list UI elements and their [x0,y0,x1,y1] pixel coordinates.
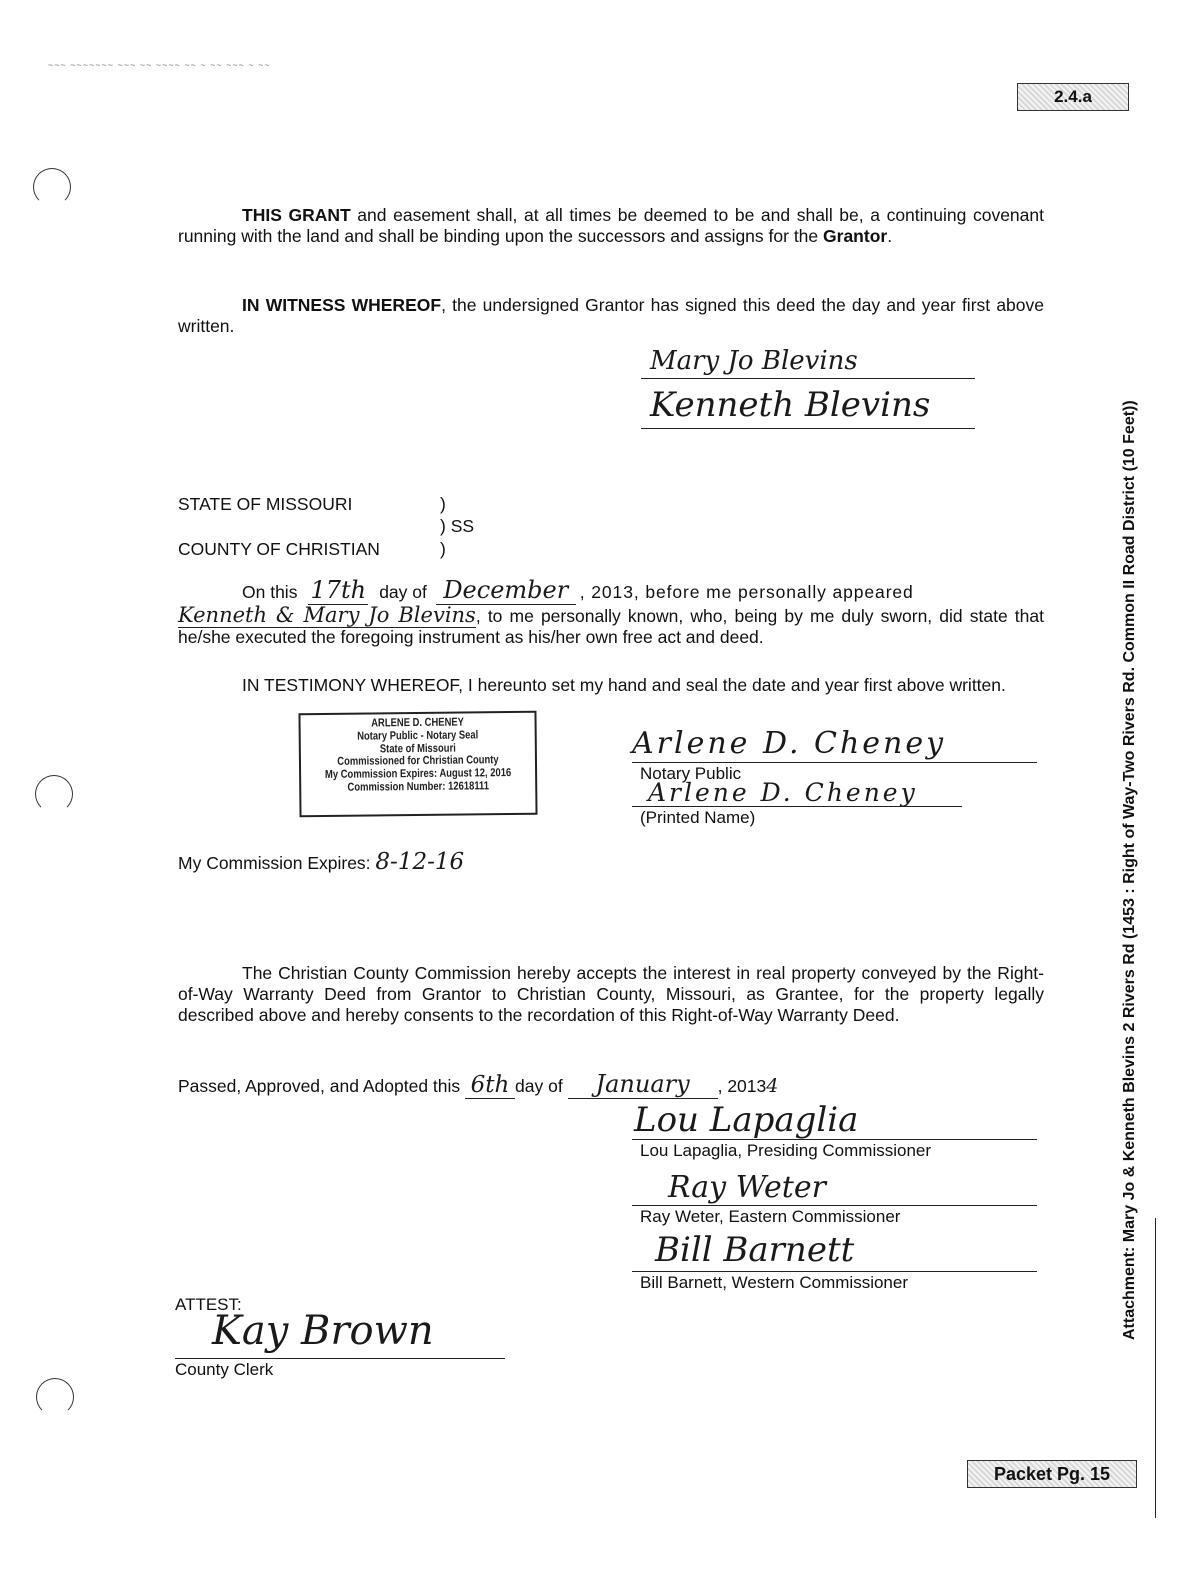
venue-county: COUNTY OF CHRISTIAN [178,539,380,559]
ack-day: 17th [308,576,368,605]
commission-paragraph: The Christian County Commission hereby accepts the interest in real property conveyed by the Right-of-Way Warranty Deed from Grantor to Christian County, Missouri, as Grantee, for the property legally described above and hereby consents to the recordation of this Right-of-Way Warranty Deed. [178,963,1044,1025]
notary-printed-line [632,806,962,807]
commission-expires-value: 8-12-16 [375,849,465,875]
scan-noise: ~~~ ~~~~~~~ ~~~ ~~ ~~~~ ~~ ~ ~~ ~~~ ~ ~~ [48,60,271,70]
grant-bold: THIS GRANT [242,205,351,225]
stamp-line-3: State of Missouri [379,742,456,755]
ack-names: Kenneth & Mary Jo Blevins [178,603,476,627]
passed-label: Passed, Approved, and Adopted this [178,1076,461,1096]
ack-rest: , to me personally known, who, being by me duly sworn, did state that he/she executed the foregoing instrument as his/her own free act and deed. [178,606,1044,647]
passed-day-of: day of [515,1076,563,1096]
punch-hole-top [33,168,71,206]
county-clerk-signature: Kay Brown [212,1308,434,1354]
stamp-line-2: Notary Public - Notary Seal [357,729,479,743]
grant-end-bold: Grantor [823,226,888,246]
commissioner-title-3: Bill Barnett, Western Commissioner [640,1273,908,1292]
commissioner-line-3 [632,1271,1037,1272]
passed-day: 6th [465,1072,515,1099]
ack-on-this: On this [242,582,298,602]
ack-line-1 [242,576,1044,605]
commissioner-signature-2: Ray Weter [668,1170,826,1205]
ack-month: December [436,576,576,605]
commission-expires-label: My Commission Expires: [178,853,371,873]
signature-line-2 [641,428,975,429]
commissioner-signature-3: Bill Barnett [655,1230,855,1270]
ack-line-2 [178,605,1044,648]
stamp-line-1: ARLENE D. CHENEY [371,716,464,730]
stamp-line-6: Commission Number: 12618111 [347,780,490,794]
passed-year-correction: 4 [766,1075,779,1097]
punch-hole-middle [35,775,73,813]
grantor-signature-1: Mary Jo Blevins [650,346,858,376]
commissioner-line-2 [632,1205,1037,1206]
venue-paren-1: ) [440,494,446,514]
attest-label: ATTEST: [175,1295,242,1314]
printed-name-label: (Printed Name) [640,808,756,827]
commissioner-title-1: Lou Lapaglia, Presiding Commissioner [640,1141,932,1160]
grant-end: . [887,226,893,246]
margin-rule [1155,1218,1156,1518]
passed-year: , 2013 [717,1076,767,1096]
notary-signature: Arlene D. Cheney [632,726,947,761]
section-badge: 2.4.a [1017,83,1129,111]
grantor-signature-2: Kenneth Blevins [650,385,931,425]
notary-label: Notary Public [640,764,742,783]
ack-year: , 2013, before me personally appeared [579,582,914,602]
grant-clause [178,205,1044,247]
signature-line-1 [641,378,975,379]
punch-hole-bottom [36,1378,74,1416]
venue-state: STATE OF MISSOURI [178,494,353,514]
venue-ss: ) SS [440,516,475,536]
attest-line [175,1358,505,1359]
attachment-side-label: Attachment: Mary Jo & Kenneth Blevins 2 Rivers Rd (1453 : Right of Way-Two Rivers Rd. Common II Road District (10 Feet)) [1121,400,1138,1340]
witness-bold: IN WITNESS WHEREOF [242,295,442,315]
grant-text: and easement shall, at all times be deemed to be and shall be, a continuing covenant running with the land and shall be binding upon the successors and assigns for the [178,205,1044,246]
witness-clause [178,295,1044,337]
county-clerk-label: County Clerk [175,1360,274,1379]
venue-paren-2: ) [440,539,446,559]
passed-line [178,1070,778,1099]
testimony-clause: IN TESTIMONY WHEREOF, I hereunto set my hand and seal the date and year first above written. [242,675,1006,695]
ack-day-of: day of [379,582,427,602]
witness-text: , the undersigned Grantor has signed this deed the day and year first above written. [178,295,1045,336]
commissioner-signature-1: Lou Lapaglia [634,1100,859,1140]
passed-month: January [568,1070,718,1099]
stamp-line-4: Commissioned for Christian County [337,754,499,769]
notary-printed-name: Arlene D. Cheney [648,778,918,807]
commissioner-title-2: Ray Weter, Eastern Commissioner [640,1207,901,1226]
commission-expires [178,849,464,875]
packet-page-badge: Packet Pg. 15 [967,1460,1137,1488]
stamp-line-5: My Commission Expires: August 12, 2016 [324,767,512,782]
notary-signature-line [632,762,1037,763]
commissioner-line-1 [632,1139,1037,1140]
notary-seal-stamp [298,711,537,817]
